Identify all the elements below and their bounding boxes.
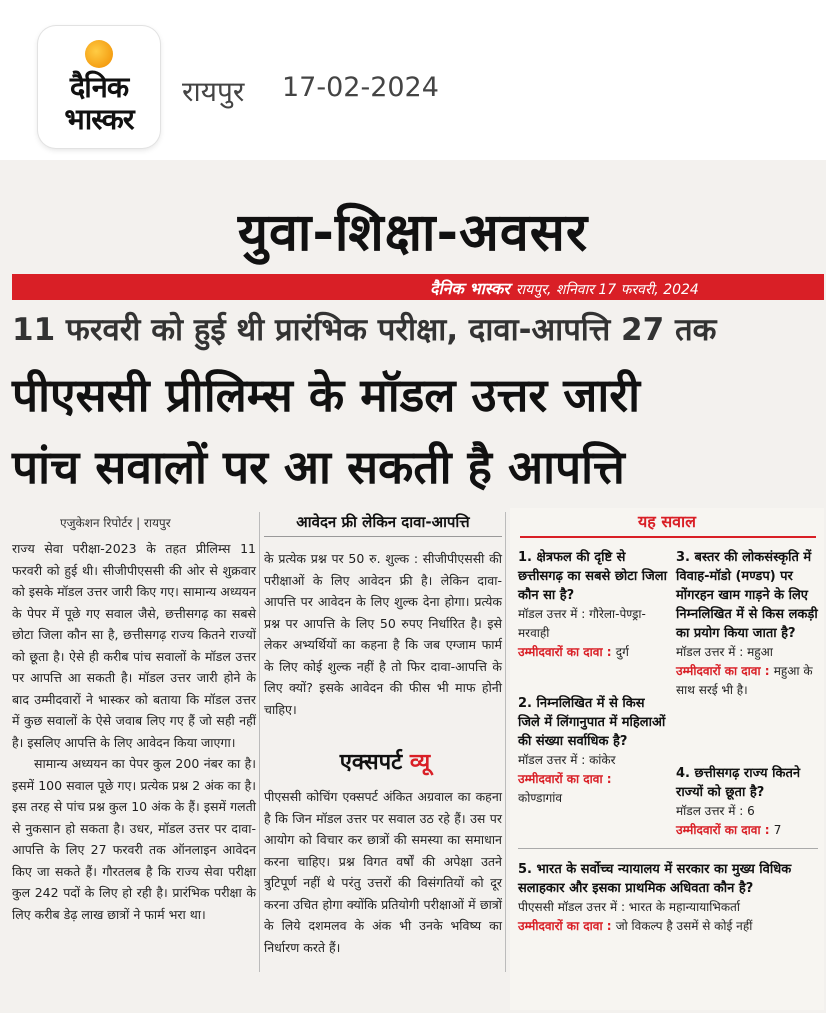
sun-icon: [85, 40, 113, 68]
kicker-headline: 11 फरवरी को हुई थी प्रारंभिक परीक्षा, दावा-आपत्ति 27 तक: [12, 312, 717, 348]
expert-view-column: [264, 786, 502, 958]
main-headline-line1: पीएससी प्रीलिम्स के मॉडल उत्तर जारी: [12, 368, 641, 422]
candidate-claim: [518, 770, 668, 789]
column-divider: [259, 512, 260, 972]
expert-label: एक्सपर्ट: [339, 750, 403, 775]
questions-box-title: यह सवाल: [637, 512, 697, 531]
candidate-claim: [518, 917, 818, 936]
model-answer: मॉडल उत्तर में : गौरेला-पेण्ड्रा-मरवाही: [518, 607, 646, 640]
question-text: 3. बस्तर की लोकसंस्कृति में विवाह-मॉडो (मण्डप) पर मोंगरहन खाम गाड़ने के लिए निम्नलिखित में से किस लकड़ी का प्रयोग किया जाता है?: [676, 550, 818, 641]
article-column-1: [12, 538, 256, 925]
paragraph: पीएससी कोचिंग एक्सपर्ट अंकित अग्रवाल का कहना है कि जिन मॉडल उत्तर पर सवाल उठ रहे हैं। उस पर आयोग को विचार कर छात्रों की समस्या का समाधान करना चाहिए। प्रश्न विगत वर्षों की अपेक्षा उतने त्रुटिपूर्ण नहीं थे परंतु उत्तरों की विसंगतियों को दूर करना उचित होगा क्योंकि प्रतियोगी परीक्षाओं में छात्रों के लिये दशमलव के अंक भी उनके भविष्य का निर्धारण करते हैं।: [264, 789, 502, 955]
byline: एजुकेशन रिपोर्टर | रायपुर: [60, 516, 171, 530]
model-answer: पीएससी मॉडल उत्तर में : भारत के महान्यायाभिकर्ता: [518, 900, 740, 914]
candidate-claim: [518, 643, 668, 662]
edition-date: 17-02-2024: [282, 72, 439, 103]
edition-city: रायपुर: [182, 75, 245, 108]
dainik-bhaskar-logo[interactable]: [38, 26, 160, 148]
section-title: युवा-शिक्षा-अवसर: [237, 203, 589, 263]
question-4: [676, 764, 820, 840]
question-text: 1. क्षेत्रफल की दृष्टि से छत्तीसगढ़ का सबसे छोटा जिला कौन सा है?: [518, 550, 667, 603]
question-2: [518, 694, 668, 808]
model-answer: मॉडल उत्तर में : 6: [676, 804, 755, 818]
claim-label: उम्मीदवारों का दावा :: [676, 823, 770, 837]
article-column-2: [264, 548, 502, 720]
paragraph: राज्य सेवा परीक्षा-2023 के तहत प्रीलिम्स 11 फरवरी को हुई थी। सीजीपीएससी की ओर से शुक्रवार को इसके मॉडल उत्तर जारी किए गए। सामान्य अध्ययन के पेपर में पूछे गए सवाल जैसे, छत्तीसगढ़ का सबसे छोटा जिला कौन सा है, छत्तीसगढ़ राज्य कितने राज्यों को छूता है। ऐसे ही करीब पांच सवालों के मॉडल उत्तर पर आपत्ति आ सकती है। मॉडल उत्तर जारी होने के बाद उम्मीदवारों ने भास्कर को बताया कि मॉडल उत्तर में कुछ सवालों के ऐसे जवाब लिए गए हैं जो सही नहीं है। इसलिए आपत्ति के लिए आवेदन किया जाएगा।: [12, 541, 256, 750]
claim-label: उम्मीदवारों का दावा :: [518, 772, 612, 786]
question-separator: [518, 848, 818, 849]
logo-text-line1: दैनिक: [69, 70, 129, 104]
question-5: [518, 860, 818, 936]
column-divider: [505, 512, 506, 972]
claim-value: जो विकल्प है उसमें से कोई नहीं: [615, 919, 753, 933]
model-answer: मॉडल उत्तर में : महुआ: [676, 645, 773, 659]
candidate-claim: [676, 662, 820, 700]
question-3: [676, 548, 820, 700]
logo-text-line2: भास्कर: [64, 102, 134, 136]
claim-value: दुर्ग: [615, 645, 629, 659]
expert-view-heading: [280, 746, 490, 780]
box-title-rule: [520, 536, 816, 538]
question-text: 4. छत्तीसगढ़ राज्य कितने राज्यों को छूता है?: [676, 766, 801, 800]
band-brand: दैनिक भास्कर: [430, 279, 510, 298]
band-dateline: रायपुर, शनिवार 17 फरवरी, 2024: [515, 282, 699, 298]
model-answer: मॉडल उत्तर में : कांकेर: [518, 753, 616, 767]
main-headline-line2: पांच सवालों पर आ सकती है आपत्ति: [12, 440, 625, 494]
candidate-claim: [676, 821, 820, 840]
subheading: आवेदन फ्री लेकिन दावा-आपत्ति: [264, 512, 502, 537]
view-label: व्यू: [409, 750, 431, 775]
question-text: 2. निम्नलिखित में से किस जिले में लिंगानुपात में महिलाओं की संख्या सर्वाधिक है?: [518, 696, 666, 749]
claim-value: 7: [773, 823, 782, 837]
masthead-band: [12, 274, 824, 300]
claim-value: महुआ के साथ सरई भी है।: [676, 664, 813, 697]
claim-label: उम्मीदवारों का दावा :: [518, 645, 612, 659]
paragraph: सामान्य अध्ययन का पेपर कुल 200 नंबर का है। इसमें 100 सवाल पूछे गए। प्रत्येक प्रश्न 2 अंक का है। इस तरह से पांच प्रश्न कुल 10 अंक के हैं। इसमें गलती से नुकसान हो सकता है। उधर, मॉडल उत्तर पर दावा-आपत्ति के लिए 27 फरवरी तक ऑनलाइन आवेदन किए जा सकते हैं। गौरतलब है कि राज्य सेवा परीक्षा कुल 242 पदों के लिए हो रही है। प्रारंभिक परीक्षा के लिए करीब डेढ़ लाख छात्रों ने फार्म भरा था।: [12, 756, 256, 922]
claim-label: उम्मीदवारों का दावा :: [676, 664, 770, 678]
claim-value: कोण्डागांव: [518, 791, 563, 805]
paragraph: के प्रत्येक प्रश्न पर 50 रु. शुल्क : सीजीपीएससी की परीक्षाओं के लिए आवेदन फ्री है। लेकिन दावा-आपत्ति पर आवेदन के लिए शुल्क देना होगा। प्रत्येक प्रश्न पर आपत्ति के लिए 50 रुपए निर्धारित है। इसे लेकर अभ्यर्थियों का कहना है कि जब एग्जाम फार्म के लिए कोई शुल्क नहीं है तो फिर दावा-आपत्ति के लिए क्यों? इसके आवेदन की फीस भी माफ होनी चाहिए।: [264, 551, 502, 717]
masthead-band-text: [430, 277, 699, 299]
question-1: [518, 548, 668, 662]
question-text: 5. भारत के सर्वोच्च न्यायालय में सरकार का मुख्य विधिक सलाहकार और इसका प्राथमिक अधिवता कौन है?: [518, 862, 792, 896]
claim-label: उम्मीदवारों का दावा :: [518, 919, 612, 933]
